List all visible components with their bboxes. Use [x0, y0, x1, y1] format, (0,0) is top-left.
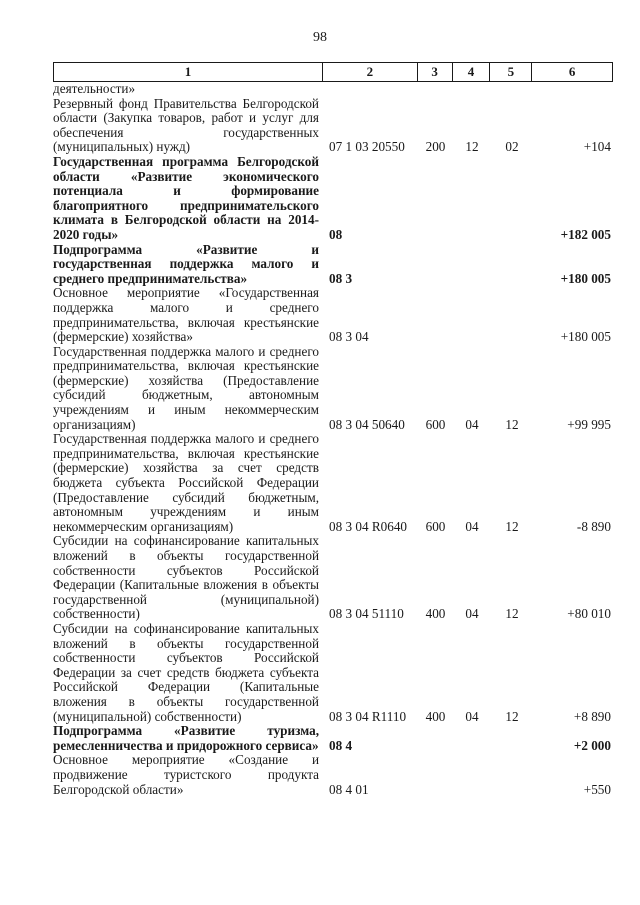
row-amount: +104: [583, 139, 611, 155]
table-row: [53, 155, 613, 243]
row-col-5: 02: [505, 139, 519, 155]
row-col-3: 600: [425, 518, 446, 534]
row-description: Подпрограмма «Развитие и государственная поддержка малого и среднего предпринимательства»: [53, 241, 319, 286]
row-col-4: 04: [465, 518, 479, 534]
row-code: 08 3 04: [329, 329, 369, 345]
row-code: 08 3: [329, 270, 353, 286]
page-number: 98: [313, 30, 327, 45]
row-code: 08 3 04 R0640: [329, 518, 408, 534]
row-description: Основное мероприятие «Создание и продвижение туристского продукта Белгородской области»: [53, 752, 319, 797]
row-col-4: 04: [465, 606, 479, 622]
table-row: [53, 622, 613, 724]
row-description: Субсидии на софинансирование капитальных вложений в объекты государственной собственности субъектов Российской Федерации за счет средств бюджета субъекта Российской Федерации (Капитальные вложения в объекты государственной (муниципальной) собственности): [53, 620, 319, 724]
header-col-6: 6: [568, 63, 576, 79]
row-description: деятельности»: [53, 81, 136, 96]
row-description: Субсидии на софинансирование капитальных вложений в объекты государственной собственности субъектов Российской Федерации (Капитальные вложения в объекты государственной (муниципальной) собственности): [53, 533, 319, 622]
table-row: [53, 82, 613, 97]
row-code: 08 3 04 R1110: [329, 708, 407, 724]
table-row: [53, 243, 613, 287]
row-code: 07 1 03 20550: [329, 139, 405, 155]
row-col-4: 04: [465, 416, 479, 432]
budget-table: [53, 62, 613, 797]
row-amount: +180 005: [560, 270, 611, 286]
header-col-2: 2: [323, 63, 418, 81]
row-col-5: 12: [505, 606, 519, 622]
row-col-3: 400: [425, 708, 446, 724]
header-col-1: 1: [54, 63, 323, 81]
table-body: [53, 82, 613, 797]
table-row: [53, 345, 613, 433]
row-amount: +80 010: [567, 606, 611, 622]
row-code: 08 4 01: [329, 781, 369, 797]
row-amount: +8 890: [573, 708, 611, 724]
table-row: [53, 534, 613, 622]
row-col-5: 12: [505, 518, 519, 534]
row-amount: +99 995: [567, 416, 611, 432]
header-col-3: 3: [418, 63, 453, 81]
table-row: [53, 753, 613, 797]
row-amount: +550: [583, 781, 611, 797]
row-description: Государственная программа Белгородской области «Развитие экономического потенциала и формирование благоприятного предпринимательского климата в Белгородской области на 2014-2020 годы»: [53, 153, 319, 242]
row-description: Государственная поддержка малого и среднего предпринимательства, включая крестьянские (фермерские) хозяйства (Предоставление субсидий бюджетным, автономным учреждениям и иным некоммерческим организациям): [53, 343, 319, 432]
row-col-3: 600: [425, 416, 446, 432]
row-code: 08 4: [329, 737, 353, 753]
row-code: 08: [329, 226, 343, 242]
row-description: Основное мероприятие «Государственная поддержка малого и среднего предпринимательства, включая крестьянские (фермерские) хозяйства»: [53, 285, 319, 345]
row-amount: +180 005: [560, 329, 611, 345]
table-header: [53, 62, 613, 82]
table-row: [53, 432, 613, 534]
row-amount: -8 890: [576, 518, 611, 534]
row-col-5: 12: [505, 416, 519, 432]
row-description: Подпрограмма «Развитие туризма, ремесленничества и придорожного сервиса»: [53, 723, 319, 753]
row-col-5: 12: [505, 708, 519, 724]
header-col-4: 4: [453, 63, 491, 81]
row-code: 08 3 04 51110: [329, 606, 404, 622]
row-col-3: 200: [425, 139, 446, 155]
row-description: Резервный фонд Правительства Белгородской области (Закупка товаров, работ и услуг для обеспечения государственных (муниципальных) нужд): [53, 95, 319, 155]
row-col-4: 04: [465, 708, 479, 724]
table-row: [53, 97, 613, 155]
row-amount: +182 005: [560, 226, 611, 242]
row-amount: +2 000: [573, 737, 611, 753]
row-code: 08 3 04 50640: [329, 416, 405, 432]
row-col-4: 12: [465, 139, 479, 155]
row-col-3: 400: [425, 606, 446, 622]
header-col-5: 5: [490, 63, 532, 81]
row-description: Государственная поддержка малого и среднего предпринимательства, включая крестьянские (фермерские) хозяйства за счет средств бюджета субъекта Российской Федерации (Предоставление субсидий бюджетным, автономным учреждениям и иным некоммерческим организациям): [53, 431, 319, 534]
table-row: [53, 724, 613, 753]
table-row: [53, 286, 613, 344]
